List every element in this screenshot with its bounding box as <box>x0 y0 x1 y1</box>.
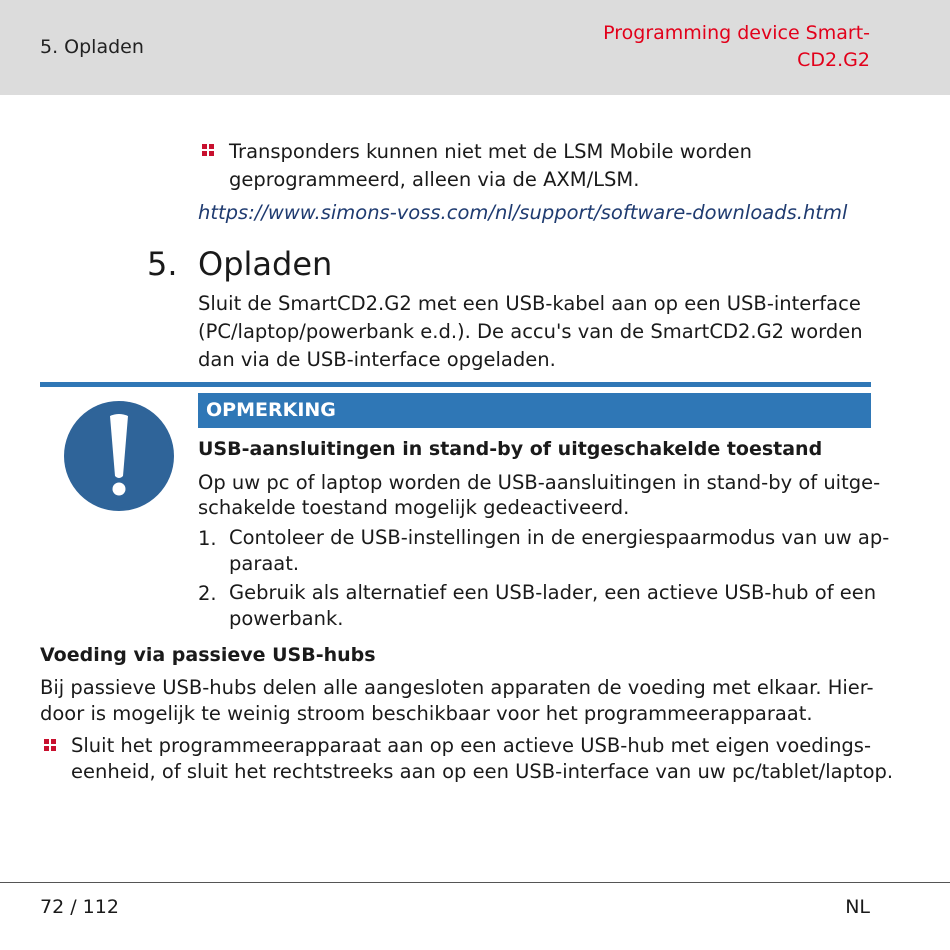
bullet-text <box>229 138 752 194</box>
list-item-line: Gebruik als alternatief een USB-lader, een actieve USB-hub of een <box>229 581 877 604</box>
note-text <box>198 470 880 520</box>
paragraph-line: dan via de USB-interface opgeladen. <box>198 348 556 371</box>
section-title: 5. Opladen <box>40 36 144 58</box>
list-item-line: Contoleer de USB-instellingen in de energiespaarmodus van uw ap- <box>229 526 890 549</box>
intro-paragraph <box>198 290 863 374</box>
list-item-line: paraat. <box>229 552 300 575</box>
download-link[interactable]: https://www.simons-voss.com/nl/support/software-downloads.html <box>198 201 848 224</box>
page-header <box>0 0 950 95</box>
language-code: NL <box>845 896 870 918</box>
bullet-icon <box>44 739 57 752</box>
bullet-icon <box>202 144 215 157</box>
note-title: USB-aansluitingen in stand-by of uitgeschakelde toestand <box>198 438 823 460</box>
subsection-title: Voeding via passieve USB-hubs <box>40 644 376 666</box>
list-number: 2. <box>198 582 217 605</box>
paragraph-line: Op uw pc of laptop worden de USB-aansluitingen in stand-by of uitge- <box>198 471 881 494</box>
bullet-text <box>71 733 893 785</box>
bullet-line: Sluit het programmeerapparaat aan op een actieve USB-hub met eigen voedings- <box>71 734 871 757</box>
list-item <box>229 525 889 577</box>
bullet-line: Transponders kunnen niet met de LSM Mobile worden <box>229 140 753 163</box>
list-number: 1. <box>198 527 217 550</box>
bullet-line: geprogrammeerd, alleen via de AXM/LSM. <box>229 168 640 191</box>
subsection-paragraph <box>40 675 874 727</box>
list-item <box>229 580 876 632</box>
bullet-line: eenheid, of sluit het rechtstreeks aan op een USB-interface van uw pc/tablet/laptop. <box>71 760 894 783</box>
heading-number: 5. <box>147 245 178 283</box>
page-number: 72 / 112 <box>40 896 119 918</box>
footer-rule <box>0 882 950 883</box>
list-item-line: powerbank. <box>229 607 344 630</box>
paragraph-line: (PC/laptop/powerbank e.d.). De accu's van de SmartCD2.G2 worden <box>198 320 863 343</box>
note-top-rule <box>40 382 871 387</box>
document-title: Programming device Smart-CD2.G2 <box>603 22 870 71</box>
paragraph-line: schakelde toestand mogelijk gedeactiveerd. <box>198 496 630 519</box>
paragraph-line: Bij passieve USB-hubs delen alle aangesloten apparaten de voeding met elkaar. Hier- <box>40 676 874 699</box>
note-label: OPMERKING <box>198 393 871 428</box>
paragraph-line: door is mogelijk te weinig stroom beschikbaar voor het programmeerapparaat. <box>40 702 813 725</box>
heading-title: Opladen <box>198 245 333 283</box>
exclamation-icon <box>63 400 175 512</box>
paragraph-line: Sluit de SmartCD2.G2 met een USB-kabel aan op een USB-interface <box>198 292 861 315</box>
